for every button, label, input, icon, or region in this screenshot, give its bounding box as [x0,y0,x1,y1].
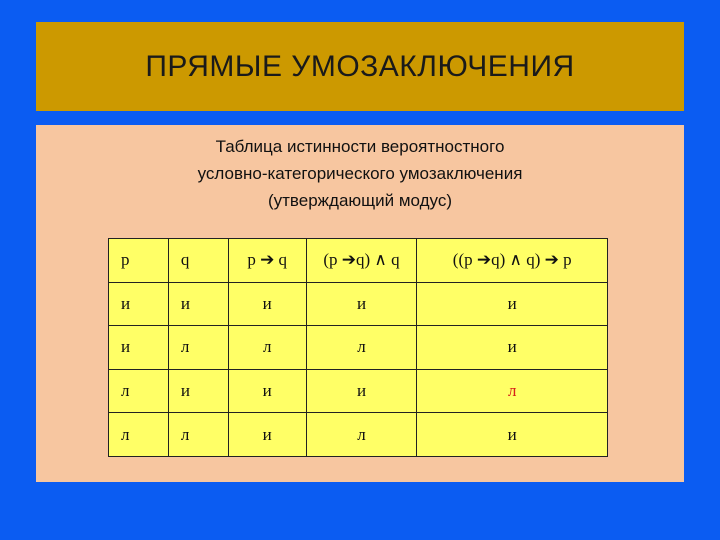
table-cell: и [228,413,306,457]
table-cell: л [109,369,169,413]
table-cell: л [306,326,417,370]
table-cell: и [228,282,306,326]
table-row [109,413,608,457]
table-row [109,282,608,326]
table-header-row [109,239,608,283]
caption-line: условно-категорического умозаключения [197,164,523,183]
table-cell: и [306,369,417,413]
table-cell: и [168,369,228,413]
content-panel [36,125,684,482]
table-cell: л [168,326,228,370]
header-cell: p ➔ q [228,239,306,283]
table-caption [36,133,684,214]
table-cell: л [228,326,306,370]
table-cell: и [168,282,228,326]
table-cell: и [417,326,608,370]
truth-table [108,238,608,457]
caption-line: (утверждающий модус) [267,191,453,210]
table-cell: и [109,282,169,326]
slide-title: ПРЯМЫЕ УМОЗАКЛЮЧЕНИЯ [145,49,575,83]
header-cell: q [168,239,228,283]
table-row [109,326,608,370]
table-cell: и [109,326,169,370]
table-cell: и [228,369,306,413]
header-cell: p [109,239,169,283]
table-row [109,369,608,413]
table-cell: л [168,413,228,457]
header-cell: ((p ➔q) ∧ q) ➔ p [417,239,608,283]
table-cell: и [417,282,608,326]
table-cell: и [306,282,417,326]
table-cell: и [417,413,608,457]
table-cell: л [109,413,169,457]
highlighted-cell: л [417,369,608,413]
title-bar [36,22,684,111]
header-cell: (p ➔q) ∧ q [306,239,417,283]
table-cell: л [306,413,417,457]
caption-line: Таблица истинности вероятностного [215,137,505,156]
